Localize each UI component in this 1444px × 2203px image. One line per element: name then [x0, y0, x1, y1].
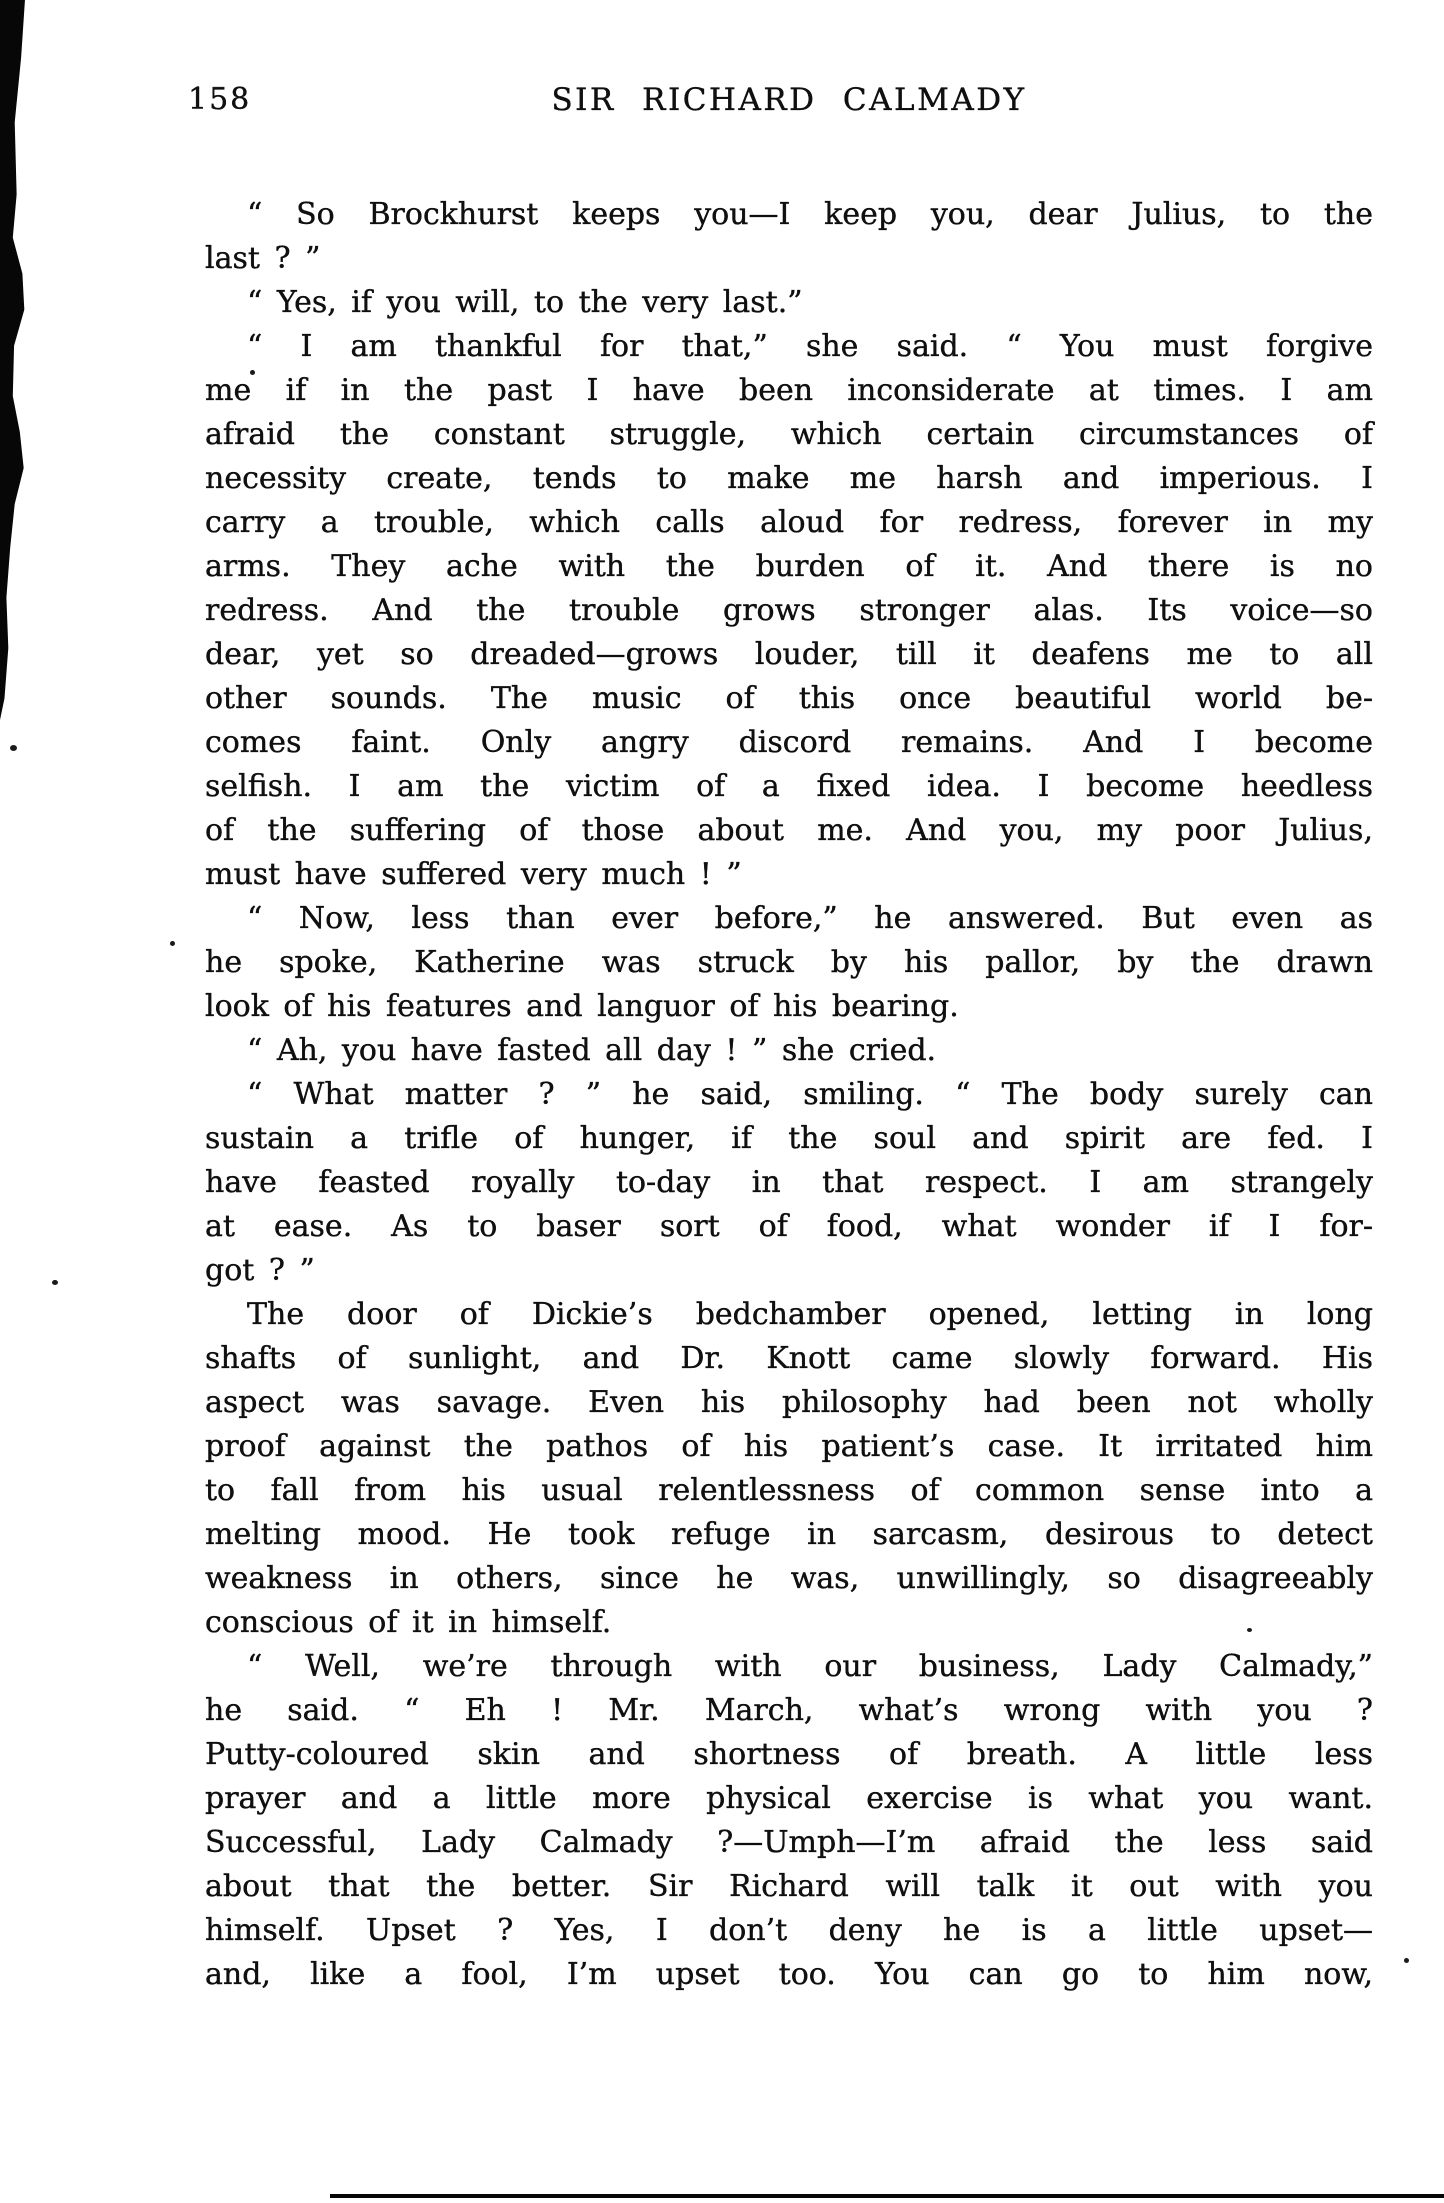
- text-line: look of his features and languor of his bearing.: [205, 989, 959, 1024]
- page-header: [188, 80, 1373, 124]
- text-line: must have suffered very much ! ”: [205, 857, 742, 892]
- text-line: got ? ”: [205, 1253, 315, 1288]
- ink-speck: [170, 941, 175, 946]
- text-line: conscious of it in himself.: [205, 1605, 612, 1640]
- ink-speck: [10, 745, 17, 751]
- text-line: and, like a fool, I’m upset too. You can go to him now,: [205, 1957, 1373, 1992]
- text-line: other sounds. The music of this once beautiful world be-: [205, 681, 1373, 716]
- text-line: himself. Upset ? Yes, I don’t deny he is a little upset—: [205, 1913, 1373, 1948]
- text-line: “ What matter ? ” he said, smiling. “ The body surely can: [247, 1077, 1373, 1112]
- text-line: of the suffering of those about me. And you, my poor Julius,: [205, 813, 1373, 848]
- text-line: arms. They ache with the burden of it. And there is no: [205, 549, 1373, 584]
- text-line: Successful, Lady Calmady ?—Umph—I’m afraid the less said: [205, 1825, 1373, 1860]
- text-line: have feasted royally to-day in that respect. I am strangely: [205, 1165, 1373, 1200]
- text-line: selfish. I am the victim of a fixed idea. I become heedless: [205, 769, 1373, 804]
- text-line: Putty-coloured skin and shortness of breath. A little less: [205, 1737, 1373, 1772]
- text-line: shafts of sunlight, and Dr. Knott came slowly forward. His: [205, 1341, 1373, 1376]
- text-line: “ So Brockhurst keeps you—I keep you, dear Julius, to the: [247, 197, 1373, 232]
- text-line: carry a trouble, which calls aloud for redress, forever in my: [205, 505, 1373, 540]
- text-line: comes faint. Only angry discord remains. And I become: [205, 725, 1373, 760]
- text-line: about that the better. Sir Richard will talk it out with you: [205, 1869, 1373, 1904]
- text-line: sustain a trifle of hunger, if the soul and spirit are fed. I: [205, 1121, 1373, 1156]
- text-line: redress. And the trouble grows stronger alas. Its voice—so: [205, 593, 1373, 628]
- text-line: “ I am thankful for that,” she said. “ You must forgive: [247, 329, 1373, 364]
- text-line: afraid the constant struggle, which certain circumstances of: [205, 417, 1373, 452]
- text-line: at ease. As to baser sort of food, what wonder if I for-: [205, 1209, 1373, 1244]
- text-line: to fall from his usual relentlessness of common sense into a: [205, 1473, 1373, 1508]
- text-line: dear, yet so dreaded—grows louder, till it deafens me to all: [205, 637, 1373, 672]
- text-line: “ Yes, if you will, to the very last.”: [247, 285, 803, 320]
- page-number: 158: [188, 82, 252, 117]
- text-line: me if in the past I have been inconsiderate at times. I am: [205, 373, 1373, 408]
- text-line: aspect was savage. Even his philosophy had been not wholly: [205, 1385, 1373, 1420]
- text-line: The door of Dickie’s bedchamber opened, letting in long: [247, 1297, 1373, 1332]
- page-title: SIR RICHARD CALMADY: [551, 82, 1027, 118]
- text-line: “ Now, less than ever before,” he answered. But even as: [247, 901, 1373, 936]
- binding-shadow-artifact: [0, 0, 32, 720]
- text-line: prayer and a little more physical exercise is what you want.: [205, 1781, 1373, 1816]
- text-line: he spoke, Katherine was struck by his pallor, by the drawn: [205, 945, 1373, 980]
- page-bottom-edge-artifact: [330, 2194, 1444, 2198]
- text-line: melting mood. He took refuge in sarcasm, desirous to detect: [205, 1517, 1373, 1552]
- text-line: necessity create, tends to make me harsh and imperious. I: [205, 461, 1373, 496]
- text-line: weakness in others, since he was, unwillingly, so disagreeably: [205, 1561, 1373, 1596]
- text-line: “ Well, we’re through with our business, Lady Calmady,”: [247, 1649, 1373, 1684]
- ink-speck: [52, 1280, 58, 1285]
- page-text: [205, 193, 1373, 1997]
- text-line: “ Ah, you have fasted all day ! ” she cried.: [247, 1033, 937, 1068]
- ink-speck: [1404, 1958, 1409, 1963]
- text-line: proof against the pathos of his patient’s case. It irritated him: [205, 1429, 1373, 1464]
- text-line: last ? ”: [205, 241, 321, 276]
- text-line: he said. “ Eh ! Mr. March, what’s wrong with you ?: [205, 1693, 1373, 1728]
